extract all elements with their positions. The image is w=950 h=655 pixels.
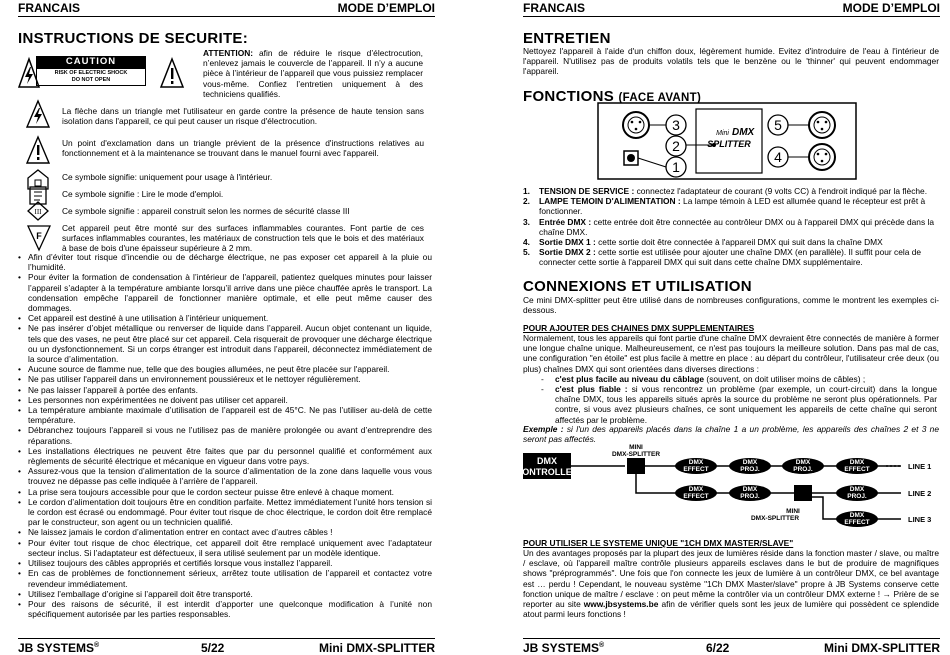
list-item: • En cas de problèmes de fonctionnement sérieux, arrêtez toute utilisation de l’appareil et contactez votre revendeur immédiatement.	[18, 568, 432, 588]
symbol-text: Ce symbole signifie: uniquement pour usage à l'intérieur.	[62, 172, 273, 182]
safety-bullet-list	[18, 252, 432, 619]
list-item: • Ne pas utiliser l'appareil dans un environnement poussiéreux et le nettoyer régulièrement.	[18, 374, 432, 384]
page-header	[523, 0, 940, 17]
dmx-projector-device	[729, 458, 771, 474]
page-left	[18, 0, 435, 654]
maintenance-title: ENTRETIEN	[523, 30, 611, 47]
list-item: • La température ambiante maximale d’utilisation de l’appareil est de 45°C. Ne pas l’utiliser au-delà de cette température.	[18, 405, 432, 425]
connections-text: Ce mini DMX-splitter peut être utilisé dans de nombreuses configurations, comme le montrent les exemples ci-dessous.	[523, 295, 939, 316]
svg-text:F: F	[36, 231, 42, 241]
list-item: • Afin d’éviter tout risque d’incendie ou de décharge électrique, ne pas exposer cet appareil à la pluie ou l’humidité.	[18, 252, 432, 272]
list-item: • Utilisez l’emballage d’origine si l’appareil doit être transporté.	[18, 589, 432, 599]
page-number: 6/22	[706, 641, 730, 655]
svg-text:SPLITTER: SPLITTER	[707, 139, 751, 149]
dmx-projector-device	[729, 485, 771, 501]
page-number: 5/22	[201, 641, 225, 655]
section-heading: POUR AJOUTER DES CHAINES DMX SUPPLEMENTAIRES	[523, 323, 755, 333]
mini-splitter-1	[627, 458, 645, 474]
list-item: • Les personnes non expérimentées ne doivent pas utiliser cet appareil.	[18, 395, 432, 405]
flammable-surface-icon	[26, 224, 50, 252]
list-item: • Pour éviter la formation de condensation à l’intérieur de l’appareil, patientez quelques minutes pour laisser l’appareil s’adapter à la température ambiante lorsqu’il arrive dans une pièce chauffée après le transport. La condensation empêche l’appareil de fonctionner manière optimale, et elle peut même causer des dommages.	[18, 272, 432, 313]
callout-3	[666, 115, 686, 135]
exclamation-icon	[160, 58, 184, 88]
callout-2	[666, 136, 686, 156]
list-item: • Assurez-vous que la tension d’alimentation de la source d’alimentation de la zone dans laquelle vous vous trouvez ne dépasse pas celle indiquée à l’arrière de l’appareil.	[18, 466, 432, 486]
paragraph: Un des avantages proposés par la plupart des jeux de lumières réside dans la fonction master / slave, ou maître / esclave, où l'appareil maître contrôle plusieurs appareils esclaves dans le but de produire de magnifiques shows "préprogrammés". Une fois que l'on connecte les jeux de lumière à un contrôleur DMX, ce bel avantage est … perdu ! Cependant, le nouveau système "1Ch DMX Master/slave" propre à JB Systems conserve cette fonction unique de maître / esclave : on peut même la contrôler via un contrôleur DMX externe ! → Prière de se reporter au site www.jbsystems.be afin de vérifier quels sont les jeux de lumière qui possèdent ce splendide atout parmi leurs fonctions !	[523, 548, 940, 620]
svg-text:5: 5	[774, 117, 782, 133]
svg-text:DMX: DMX	[688, 459, 704, 466]
callout-1	[666, 157, 686, 177]
list-item: • Pour des raisons de sécurité, il est interdit d’apporter une quelconque modification à l’unité non spécifiquement autorisée par les parties responsables.	[18, 599, 432, 619]
dmx-projector-device	[782, 458, 824, 474]
page-footer	[523, 638, 940, 655]
list-item: • Le cordon d’alimentation doit toujours être en condition parfaite. Mettez immédiatement l’unité hors tension si le cordon est écrasé ou endommagé. Pour éviter tout risque de choc électrique, le cordon doit être remplacé par le constructeur, son agent ou un technicien qualifié.	[18, 497, 432, 528]
symbol-text: Un point d'exclamation dans un triangle prévient de la présence d'instructions relatives au fonctionnement et à la maintenance se trouvant dans le manuel fourni avec l'appareil.	[62, 138, 424, 159]
footer-brand: JB SYSTEMS®	[523, 641, 605, 655]
footer-brand: JB SYSTEMS®	[18, 641, 100, 655]
svg-text:PROJ.: PROJ.	[740, 466, 760, 473]
svg-text:EFFECT: EFFECT	[844, 519, 870, 526]
symbol-text: Cet appareil peut être monté sur des surfaces inflammables courantes. Font partie de ces surfaces inflammables courantes, les matériaux de construction tels que le bois et des matériaux à base de bois d'une épaisseur supérieure à 2 mm.	[62, 223, 424, 254]
symbol-text: La flèche dans un triangle met l'utilisateur en garde contre la présence de haute tension sans isolation dans l'appareil, ce qui peut causer un risque d'électrocution.	[62, 106, 424, 127]
list-item: - c'est plus fiable : si vous rencontrez un problème (par exemple, un court-circuit) dans la longue chaîne DMX, tous les appareils situés après la source du problème ne seront plus opérationnels. Par contre, si vous avez plusieurs chaînes, ce sont uniquement les appareils de cette chaîne qui seront affectés par le problème.	[541, 384, 938, 425]
svg-text:EFFECT: EFFECT	[844, 466, 870, 473]
footer-product: Mini DMX-SPLITTER	[319, 641, 435, 655]
svg-text:4: 4	[774, 149, 782, 165]
svg-text:DMX: DMX	[849, 486, 865, 493]
list-item: • Utilisez toujours des câbles appropriés et certifiés lorsque vous installez l’appareil.	[18, 558, 432, 568]
list-item: • Les installations électriques ne peuvent être faites que par du personnel qualifié et conformément aux règlements de sécurité électrique et mécanique en vigueur dans votre pays.	[18, 446, 432, 466]
caution-label: CAUTION RISK OF ELECTRIC SHOCK DO NOT OPEN	[36, 56, 146, 86]
svg-text:EFFECT: EFFECT	[683, 493, 709, 500]
attention-paragraph: ATTENTION: afin de réduire le risque d’électrocution, n’enlevez jamais le couvercle de l’appareil. Il n’y a aucune pièce à l’intérieur de l’appareil que vous puissiez remplacer vous-même. Confiez l’entretien uniquement à des techniciens qualifiés.	[203, 48, 423, 99]
list-item: • Ne laissez jamais le cordon d’alimentation entrer en contact avec d’autres câbles !	[18, 527, 432, 537]
paragraph: Normalement, tous les appareils qui font partie d'une chaîne DMX devraient être connectés de manière à former une longue chaîne unique. Malheureusement, ce n'est pas toujours la meilleure solution. Dans pas mal de cas, une configuration "en étoile" est plus facile à mettre en place : au départ du contrôleur, l'utilisateur crée deux (ou plus) chaînes DMX qui sont orientées dans diverses directions :	[523, 333, 939, 374]
header-title: MODE D’EMPLOI	[842, 1, 940, 15]
header-language: FRANCAIS	[523, 1, 585, 15]
svg-text:1: 1	[672, 159, 680, 175]
svg-text:DMX: DMX	[732, 127, 755, 138]
list-item: • La prise sera toujours accessible pour que le cordon secteur puisse être enlevé à chaque moment.	[18, 487, 432, 497]
functions-list	[523, 186, 937, 268]
example-text: Exemple : si l'un des appareils placés dans la chaîne 1 a un problème, les appareils des chaînes 2 et 3 ne seront pas affectés.	[523, 424, 939, 445]
svg-text:3: 3	[672, 117, 680, 133]
svg-text:LINE 2: LINE 2	[908, 489, 932, 498]
maintenance-text: Nettoyez l'appareil à l'aide d'un chiffon doux, légèrement humide. Evitez d'introduire de l'eau à l'intérieur de l'appareil. N'utilisez pas de produits volatils tels que le benzène ou le 'thinner' qui peuvent endommager l'appareil.	[523, 46, 939, 77]
svg-text:DMX: DMX	[537, 456, 557, 466]
svg-text:PROJ.: PROJ.	[847, 493, 867, 500]
list-item: 4. Sortie DMX 1 : cette sortie doit être connectée à l'appareil DMX qui suit dans la chaîne DMX	[523, 237, 883, 248]
page-footer	[18, 638, 435, 655]
callout-4	[768, 147, 788, 167]
header-language: FRANCAIS	[18, 1, 80, 15]
svg-text:DMX-SPLITTER: DMX-SPLITTER	[611, 451, 661, 458]
svg-text:PROJ.: PROJ.	[793, 466, 813, 473]
exclamation-icon	[26, 136, 50, 164]
list-item: 3. Entrée DMX : cette entrée doit être connectée au contrôleur DMX ou à l'appareil DMX qui précède dans la chaîne DMX.	[523, 216, 934, 237]
splitter-wiring-diagram	[515, 444, 939, 539]
svg-text:DMX-SPLITTER: DMX-SPLITTER	[750, 515, 800, 522]
svg-text:DMX: DMX	[742, 459, 758, 466]
dmx-projector-device	[836, 485, 878, 501]
svg-text:2: 2	[672, 138, 680, 154]
svg-text:DMX: DMX	[795, 459, 811, 466]
list-item: • Cet appareil est destiné à une utilisation à l’intérieur uniquement.	[18, 313, 432, 323]
symbol-text: Ce symbole signifie : appareil construit selon les normes de sécurité classe III	[62, 206, 350, 216]
svg-text:III: III	[34, 208, 42, 216]
dmx-effect-device	[836, 458, 878, 474]
page-header	[18, 0, 435, 17]
list-item: • Débranchez toujours l’appareil si vous ne l’utilisez pas de manière prolongée ou avant d’entreprendre des réparations.	[18, 425, 432, 445]
safety-title: INSTRUCTIONS DE SECURITE:	[18, 30, 249, 47]
list-item: 2. LAMPE TEMOIN D'ALIMENTATION : La lampe témoin à LED est allumée quand le récepteur est prêt à fonctionner.	[523, 196, 926, 217]
svg-text:EFFECT: EFFECT	[683, 466, 709, 473]
svg-text:DMX: DMX	[688, 486, 704, 493]
class-iii-icon	[26, 200, 50, 224]
functions-title: FONCTIONS (FACE AVANT)	[523, 88, 702, 105]
svg-text:CONTROLLER: CONTROLLER	[515, 467, 579, 477]
footer-product: Mini DMX-SPLITTER	[824, 641, 940, 655]
dmx-effect-device	[836, 511, 878, 527]
callout-5	[768, 115, 788, 135]
connections-title: CONNEXIONS ET UTILISATION	[523, 278, 752, 295]
high-voltage-icon	[26, 100, 50, 128]
list-item: 5. Sortie DMX 2 : cette sortie est utilisée pour ajouter une chaîne DMX (en parallèle). Il suffit pour cela de connecter cette sortie à l'appareil DMX qui suit dans cette chaîne DMX supplémentaire.	[523, 247, 922, 268]
section-heading: POUR UTILISER LE SYSTEME UNIQUE "1CH DMX MASTER/SLAVE"	[523, 538, 794, 548]
website-link[interactable]: www.jbsystems.be	[583, 599, 659, 610]
page-right	[515, 0, 940, 655]
svg-text:DMX: DMX	[849, 512, 865, 519]
list-item: • Pour éviter tout risque de choc électrique, cet appareil doit être remplacé uniquement avec l’adaptateur secteur inclus. Si l’adaptateur est défectueux, il sera utilisé seulement par un modèle identique.	[18, 538, 432, 558]
list-item: - c'est plus facile au niveau du câblage (souvent, on doit utiliser moins de câbles) ;	[541, 374, 866, 384]
front-panel-diagram	[596, 101, 860, 183]
list-item: • Ne pas insérer d’objet métallique ou renverser de liquide dans l’appareil. Aucun objet contenant un liquide, tels que des vases, ne peut être placé sur cet appareil. Cela risquerait de provoquer une décharge électrique ou un dysfonctionnement. Si un corps étranger est introduit dans l’appareil, déconnectez immédiatement de la source d’alimentation.	[18, 323, 432, 364]
svg-text:LINE 3: LINE 3	[908, 515, 932, 524]
svg-text:LINE 1: LINE 1	[908, 462, 932, 471]
svg-text:PROJ.: PROJ.	[740, 493, 760, 500]
svg-text:Mini: Mini	[716, 130, 729, 137]
svg-text:DMX: DMX	[849, 459, 865, 466]
list-item: • Aucune source de flamme nue, telle que des bougies allumées, ne peut être placée sur l'appareil.	[18, 364, 432, 374]
list-item: 1. TENSION DE SERVICE : connectez l'adaptateur de courant (9 volts CC) à l'endroit indiqué par la flèche.	[523, 186, 928, 196]
dmx-effect-device	[675, 485, 717, 501]
svg-text:MINI: MINI	[786, 508, 800, 515]
mini-splitter-2	[794, 485, 812, 501]
list-item: • Ne pas laisser l’appareil à portée des enfants.	[18, 385, 432, 395]
svg-text:MINI: MINI	[629, 444, 643, 451]
header-title: MODE D’EMPLOI	[337, 1, 435, 15]
svg-text:DMX: DMX	[742, 486, 758, 493]
symbol-text: Ce symbole signifie : Lire le mode d'emploi.	[62, 189, 224, 199]
dmx-effect-device	[675, 458, 717, 474]
